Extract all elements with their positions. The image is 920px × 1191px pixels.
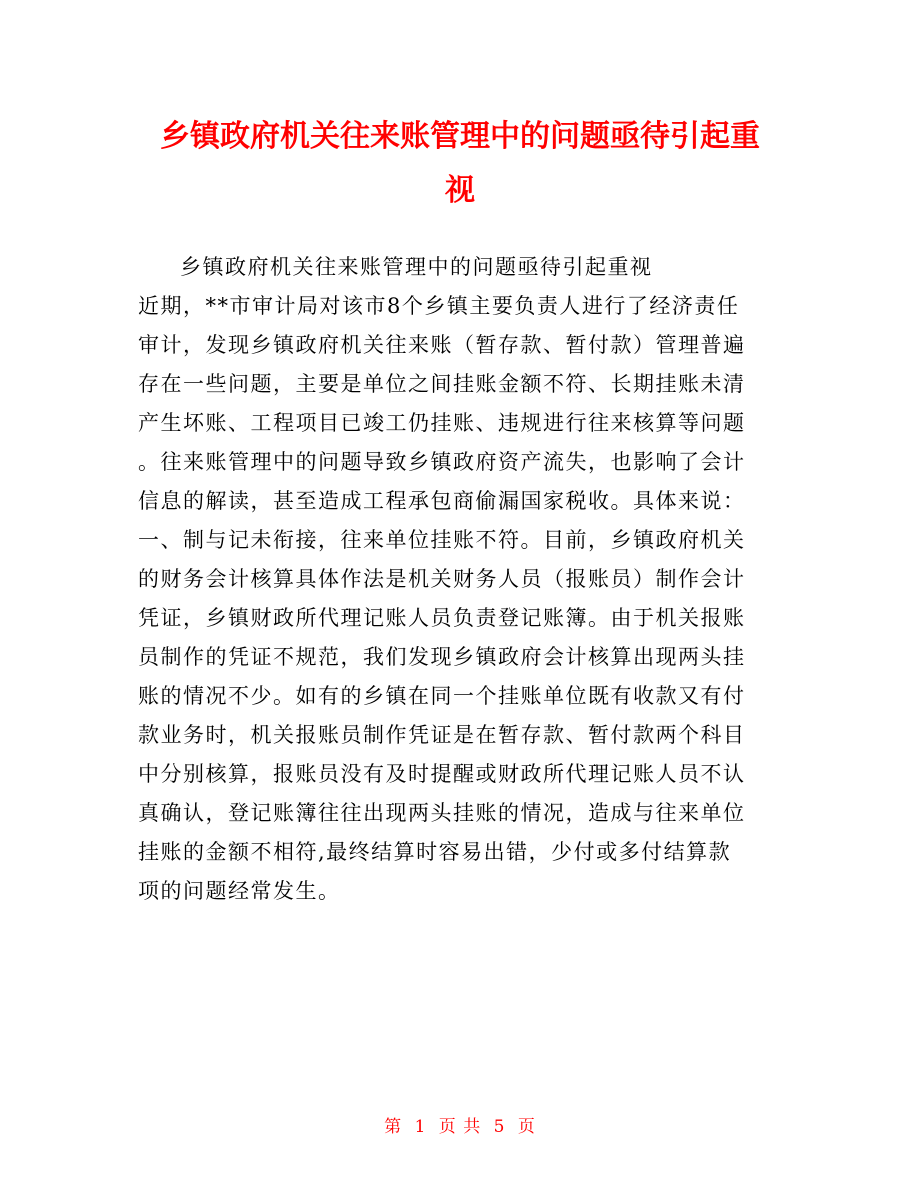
body-line: 凭证，乡镇财政所代理记账人员负责登记账簿。由于机关报账 — [138, 606, 746, 630]
body-line: 项的问题经常发生。 — [138, 879, 341, 903]
body-line: 中分别核算，报账员没有及时提醒或财政所代理记账人员不认 — [138, 762, 746, 786]
body-line: 存在一些问题，主要是单位之间挂账金额不符、长期挂账未清 — [138, 372, 746, 396]
footer-total-pages: 5 — [493, 1117, 506, 1137]
body-line: 审计，发现乡镇政府机关往来账（暂存款、暂付款）管理普遍 — [138, 333, 746, 357]
body-line: 挂账的金额不相符,最终结算时容易出错，少付或多付结算款 — [138, 840, 732, 864]
page-footer — [0, 1112, 920, 1137]
document-title — [120, 110, 800, 218]
body-line: 。往来账管理中的问题导致乡镇政府资产流失，也影响了会计 — [138, 450, 746, 474]
body-line: 的财务会计核算具体作法是机关财务人员（报账员）制作会计 — [138, 567, 746, 591]
body-line: 近期，**市审计局对该市8个乡镇主要负责人进行了经济责任 — [138, 294, 740, 318]
document-body — [138, 248, 798, 911]
footer-current-page: 1 — [414, 1117, 427, 1137]
footer-prefix: 第 — [384, 1117, 403, 1137]
body-line: 一、制与记未衔接，往来单位挂账不符。目前，乡镇政府机关 — [138, 528, 746, 552]
footer-middle: 页 共 — [438, 1117, 482, 1137]
footer-suffix: 页 — [517, 1117, 536, 1137]
body-line: 款业务时，机关报账员制作凭证是在暂存款、暂付款两个科目 — [138, 723, 746, 747]
body-line: 信息的解读，甚至造成工程承包商偷漏国家税收。具体来说： — [138, 489, 746, 513]
body-line: 账的情况不少。如有的乡镇在同一个挂账单位既有收款又有付 — [138, 684, 746, 708]
body-line: 员制作的凭证不规范，我们发现乡镇政府会计核算出现两头挂 — [138, 645, 746, 669]
body-line: 乡镇政府机关往来账管理中的问题亟待引起重视 — [180, 255, 653, 279]
title-line-1: 乡镇政府机关往来账管理中的问题亟待引起重 — [160, 119, 760, 154]
title-line-2: 视 — [445, 173, 475, 208]
body-line: 产生坏账、工程项目已竣工仍挂账、违规进行往来核算等问题 — [138, 411, 746, 435]
body-line: 真确认，登记账簿往往出现两头挂账的情况，造成与往来单位 — [138, 801, 746, 825]
